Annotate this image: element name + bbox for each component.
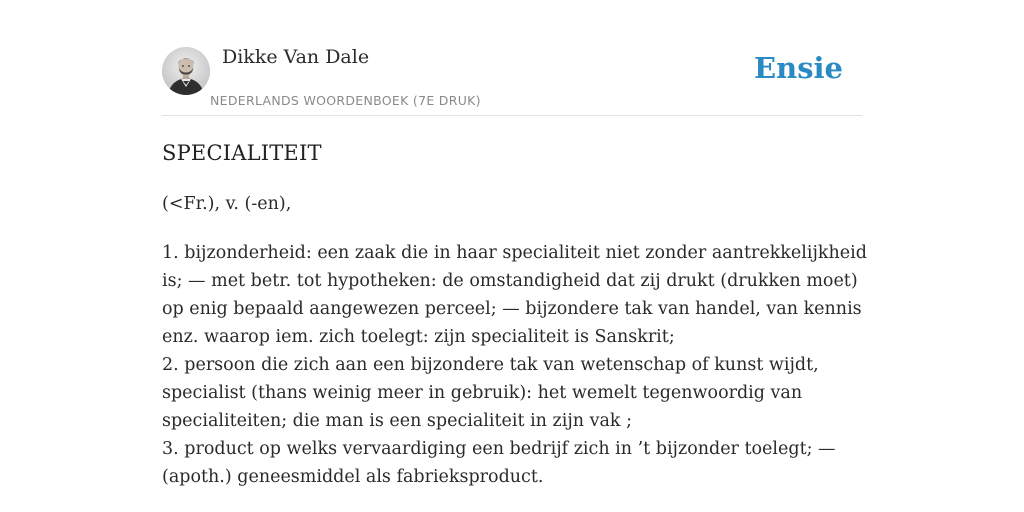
ensie-logo[interactable]: Ensie: [754, 51, 843, 85]
page-header: [162, 0, 862, 116]
entry-definition: [162, 239, 867, 491]
author-name[interactable]: Dikke Van Dale: [222, 46, 370, 68]
author-avatar[interactable]: [162, 47, 210, 95]
sense-3: 3. product op welks vervaardiging een bedrijf zich in ’t bijzonder toelegt; — (apoth.) geneesmiddel als fabrieksproduct.: [162, 439, 836, 487]
dictionary-source[interactable]: NEDERLANDS WOORDENBOEK (7E DRUK): [210, 93, 481, 108]
entry-title: SPECIALITEIT: [162, 141, 322, 165]
portrait-icon: [162, 47, 210, 95]
sense-1: 1. bijzonderheid: een zaak die in haar specialiteit niet zonder aantrekkelijkheid is; — met betr. tot hypotheken: de omstandigheid dat zij drukt (drukken moet) op enig bepaald aangewezen perceel; — bijzondere tak van handel, van kennis enz. waarop iem. zich toelegt: zijn specialiteit is Sanskrit;: [162, 243, 867, 347]
sense-2: 2. persoon die zich aan een bijzondere tak van wetenschap of kunst wijdt, specialist (thans weinig meer in gebruik): het wemelt tegenwoordig van specialiteiten; die man is een specialiteit in zijn vak ;: [162, 355, 819, 431]
entry-grammar: (<Fr.), v. (-en),: [162, 194, 292, 214]
